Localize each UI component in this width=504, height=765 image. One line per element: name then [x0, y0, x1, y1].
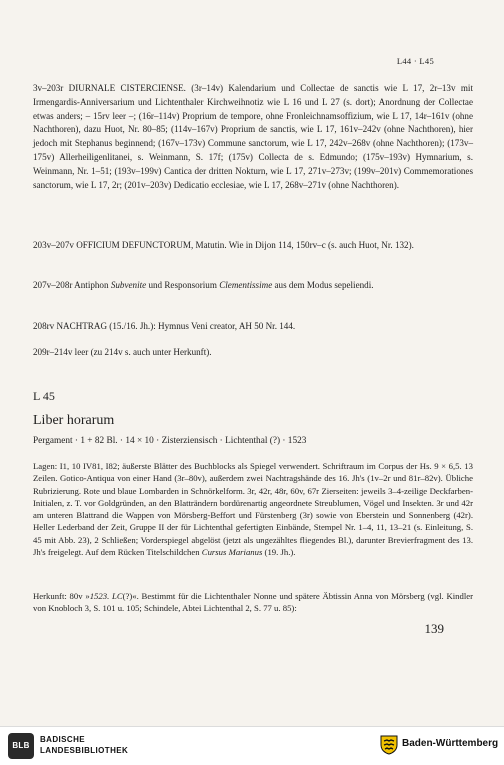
entry-id: L 45 — [33, 389, 55, 403]
coat-of-arms-icon — [380, 735, 398, 755]
antiphon-prefix: 207v–208r Antiphon — [33, 280, 111, 290]
diurnale-section: 3v–203r DIURNALE CISTERCIENSE. (3r–14v) Kalendarium und Collectae de sanctis wie L 17, 2r–13v mit Irmengardis-Anniversarium und Lichtenthaler Kirchweihnotiz wie L 16 und L 27 (s. dort); Anordnung der Collectae etwas anders; – 15rv leer –; (16r–114v) Proprium de tempore, ohne Fronleichnamsoffizium, wie L 17, 14r–161v (ohne Nachthoren), dazu Huot, Nr. 80–85; (114v–167v) Proprium de sanctis, wie L 17, 161v–242v (ohne Nachthoren), hier jedoch mit Stephanus beginnend; (167v–173v) Commune sanctorum, wie L 17, 242v–268v (ohne Nachthoren); (173v–175v) Allerheiligenlitanei, s. Weinmann, S. 17f; (175v) Collecta de s. Edmundo; (175v–193v) Hymnarium, s. Weinmann, Nr. 1–51; (193v–199v) Cantica der dritten Nokturn, wie L 17, 271v–273v; (199v–201v) Commemorationes sanctorum, wie L 17, 2r; (201v–203v) Dedicatio ecclesiae, wie L 17, 268v–271v (ohne Nachthoren). — [33, 83, 473, 190]
lagen-prefix: Lagen: I1, 10 IV81, I82; äußerste Blätter des Buchblocks als Spiegel verwendert. Schriftraum im Corpus der Hs. 9 × 6,5. 13 Zeilen. Gotico-Antiqua von einer Hand (3r–80v), außerdem zwei Nachtragshände des 16. Jh's (1v–2r und 81r–82v). Übliche Rubrizierung. Rote und blaue Lombarden in Schnörkelform. 3r, 42r, 48r, 60v, 67r Zierseiten: jeweils 3–4-zeilige Deckfarben-Initialen, z. T. vor Goldgründen, an den Blatträndern bordürenartig angeordnete Streublumen, Vögel und Insekten. 3r und 42r am unteren Blattrand die Wappen von Mörsberg-Beffort und Fürstenberg (3r) sowie von Eberstein und Sonnenberg (42r). Heller Lederband der Zeit, Gruppe II der für Lichtenthal gefertigten Einbände, Stempel Nr. 1–4, 11, 13–21 (s. Einleitung, S. 45 mit Abb. 23), 2 Schließen; Vorderspiegel abgelöst (jetzt als ungezähltes fliegendes Bl.), darunter Brevierfragment des 13. Jh's freigelegt. Auf dem Rücken Titelschildchen — [33, 461, 473, 558]
entry-title: Liber horarum — [33, 413, 115, 428]
lagen-title-italic: Cursus Marianus — [201, 547, 263, 558]
running-head: L44 · L45 — [396, 56, 434, 66]
herkunft-suffix: (?)«. Bestimmt für die Lichtenthaler Nonne und spätere Äbtissin Anna von Mörsberg (vgl. Kindler von Knobloch 3, S. 101 u. 105; Schindele, Abtei Lichtenthal 2, S. 77 u. 85): — [33, 591, 473, 614]
library-name — [40, 734, 128, 756]
lagen-suffix: (19. Jh.). — [262, 547, 296, 558]
state-name[interactable]: Baden-Württemberg — [402, 738, 499, 749]
page-number: 139 — [424, 621, 444, 636]
antiphon-mid: und Responsorium — [146, 280, 220, 290]
footer-bar — [0, 726, 504, 765]
library-name-line2: LANDESBIBLIOTHEK — [40, 746, 129, 755]
leer-section: 209r–214v leer (zu 214v s. auch unter Herkunft). — [33, 347, 212, 357]
officium-section: 203v–207v OFFICIUM DEFUNCTORUM, Matutin. Wie in Dijon 114, 150rv–c (s. auch Huot, Nr. 132). — [33, 240, 414, 250]
lagen-paragraph — [33, 460, 473, 558]
nachtrag-section: 208rv NACHTRAG (15./16. Jh.): Hymnus Veni creator, AH 50 Nr. 144. — [33, 321, 296, 331]
herkunft-italic: 1523. LC — [89, 591, 123, 601]
blb-logo[interactable]: BLB — [8, 733, 34, 759]
herkunft-prefix: Herkunft: 80v » — [33, 591, 90, 601]
antiphon-section — [33, 279, 473, 293]
antiphon-suffix: aus dem Modus sepeliendi. — [272, 280, 374, 290]
entry-meta: Pergament · 1 + 82 Bl. · 14 × 10 · Zisterziensisch · Lichtenthal (?) · 1523 — [33, 436, 307, 446]
antiphon-subvenite: Subvenite — [110, 280, 147, 290]
library-name-line1: BADISCHE — [40, 735, 85, 744]
antiphon-clementissime: Clementissime — [219, 280, 273, 290]
herkunft-paragraph — [33, 590, 473, 615]
